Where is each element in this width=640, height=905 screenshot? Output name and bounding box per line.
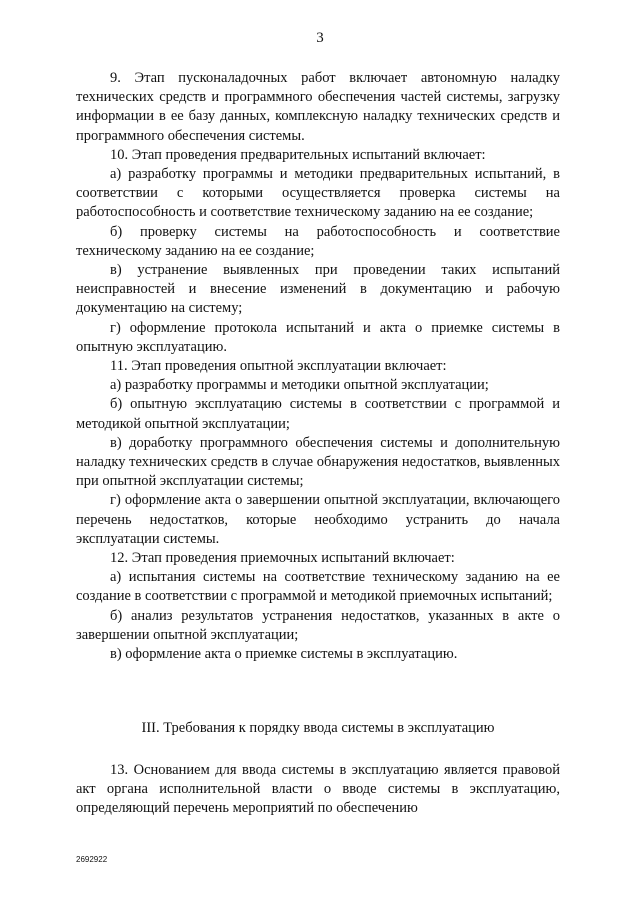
paragraph-11-a: а) разработку программы и методики опытной эксплуатации;: [110, 377, 489, 394]
paragraph-11-b: б) опытную эксплуатацию системы в соответствии с программой и методикой опытной эксплуатации;: [76, 396, 560, 432]
paragraph-10-d: г) оформление протокола испытаний и акта о приемке системы в опытную эксплуатацию.: [76, 319, 560, 355]
section-title: III. Требования к порядку ввода системы в эксплуатацию: [141, 720, 495, 736]
paragraph-11: 11. Этап проведения опытной эксплуатации включает:: [110, 358, 447, 375]
paragraph-11-d: г) оформление акта о завершении опытной эксплуатации, включающего перечень недостатков, которые необходимо устранить до начала эксплуатации системы.: [76, 492, 560, 547]
paragraph-10-a: а) разработку программы и методики предварительных испытаний, в соответствии с которыми осуществляется проверка системы на работоспособность и соответствие техническому заданию на ее создание;: [76, 166, 560, 221]
paragraph-11-c: в) доработку программного обеспечения системы и дополнительную наладку технических средств в случае обнаружения недостатков, выявленных при опытной эксплуатации системы;: [76, 434, 560, 490]
paragraph-12-c: в) оформление акта о приемке системы в эксплуатацию.: [110, 646, 458, 663]
document-code: 2692922: [76, 855, 108, 864]
paragraph-12: 12. Этап проведения приемочных испытаний включает:: [110, 550, 455, 567]
paragraph-10-b: б) проверку системы на работоспособность и соответствие техническому заданию на ее создание;: [76, 223, 560, 259]
paragraph-12-b: б) анализ результатов устранения недостатков, указанных в акте о завершении опытной эксплуатации;: [76, 607, 560, 643]
document-body: [76, 69, 560, 664]
paragraph-12-a: а) испытания системы на соответствие техническому заданию на ее создание в соответствии с программой и методикой приемочных испытаний;: [76, 569, 560, 605]
document-body-continued: [76, 761, 560, 819]
paragraph-10-c: в) устранение выявленных при проведении таких испытаний неисправностей и внесение изменений в документацию и рабочую документацию на систему;: [76, 262, 560, 317]
paragraph-9: 9. Этап пусконаладочных работ включает автономную наладку технических средств и программного обеспечения частей системы, загрузку информации в ее базу данных, комплексную наладку технических средств и программного обеспечения системы.: [76, 70, 560, 144]
paragraph-10: 10. Этап проведения предварительных испытаний включает:: [110, 146, 486, 163]
paragraph-13: 13. Основанием для ввода системы в эксплуатацию является правовой акт органа исполнительной власти о вводе системы в эксплуатацию, определяющий перечень мероприятий по обеспечению: [76, 762, 560, 817]
page-number: 3: [316, 30, 324, 46]
